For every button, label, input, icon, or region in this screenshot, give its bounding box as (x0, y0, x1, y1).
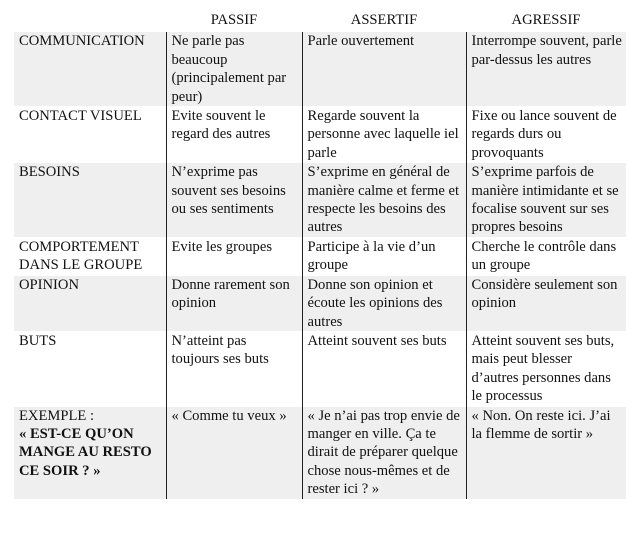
header-passif: PASSIF (166, 8, 302, 32)
cell-communication-passif: Ne parle pas beaucoup (principalement par peur) (166, 32, 302, 107)
cell-besoins-agressif: S’exprime parfois de manière intimidante et se focalise souvent sur ses propres besoins (466, 163, 626, 238)
cell-buts-assertif: Atteint souvent ses buts (302, 331, 466, 406)
cell-exemple-agressif: « Non. On reste ici. J’ai la flemme de sortir » (466, 406, 626, 499)
table-body (14, 32, 626, 499)
header-agressif: AGRESSIF (466, 8, 626, 32)
table-row (14, 331, 626, 406)
example-label: EXEMPLE : (19, 407, 94, 424)
row-label-communication: COMMUNICATION (14, 32, 166, 107)
cell-contact-visuel-agressif: Fixe ou lance souvent de regards durs ou provoquants (466, 107, 626, 163)
cell-comportement-groupe-agressif: Cherche le contrôle dans un groupe (466, 237, 626, 275)
cell-buts-agressif: Atteint souvent ses buts, mais peut blesser d’autres personnes dans le processus (466, 331, 626, 406)
header-row (14, 8, 626, 32)
cell-contact-visuel-assertif: Regarde souvent la personne avec laquelle iel parle (302, 107, 466, 163)
cell-opinion-agressif: Considère seulement son opinion (466, 275, 626, 331)
example-question: « EST-CE QU’ON MANGE AU RESTO CE SOIR ? » (19, 425, 152, 479)
table-row (14, 237, 626, 275)
cell-besoins-passif: N’exprime pas souvent ses besoins ou ses sentiments (166, 163, 302, 238)
row-label-exemple (14, 406, 166, 499)
row-label-contact-visuel: CONTACT VISUEL (14, 107, 166, 163)
cell-comportement-groupe-assertif: Participe à la vie d’un groupe (302, 237, 466, 275)
cell-comportement-groupe-passif: Evite les groupes (166, 237, 302, 275)
cell-opinion-assertif: Donne son opinion et écoute les opinions des autres (302, 275, 466, 331)
table-row (14, 275, 626, 331)
row-label-besoins: BESOINS (14, 163, 166, 238)
cell-communication-assertif: Parle ouvertement (302, 32, 466, 107)
cell-exemple-assertif: « Je n’ai pas trop envie de manger en ville. Ça te dirait de préparer quelque chose nous-mêmes et de rester ici ? » (302, 406, 466, 499)
table-row (14, 32, 626, 107)
header-assertif: ASSERTIF (302, 8, 466, 32)
cell-communication-agressif: Interrompe souvent, parle par-dessus les autres (466, 32, 626, 107)
table-row-example (14, 406, 626, 499)
behavior-comparison-table (14, 8, 626, 499)
header-empty (14, 8, 166, 32)
table-row (14, 107, 626, 163)
cell-buts-passif: N’atteint pas toujours ses buts (166, 331, 302, 406)
cell-besoins-assertif: S’exprime en général de manière calme et ferme et respecte les besoins des autres (302, 163, 466, 238)
cell-contact-visuel-passif: Evite souvent le regard des autres (166, 107, 302, 163)
row-label-buts: BUTS (14, 331, 166, 406)
cell-opinion-passif: Donne rarement son opinion (166, 275, 302, 331)
row-label-opinion: OPINION (14, 275, 166, 331)
row-label-comportement-groupe: COMPORTEMENT DANS LE GROUPE (14, 237, 166, 275)
table-row (14, 163, 626, 238)
cell-exemple-passif: « Comme tu veux » (166, 406, 302, 499)
table-header (14, 8, 626, 32)
